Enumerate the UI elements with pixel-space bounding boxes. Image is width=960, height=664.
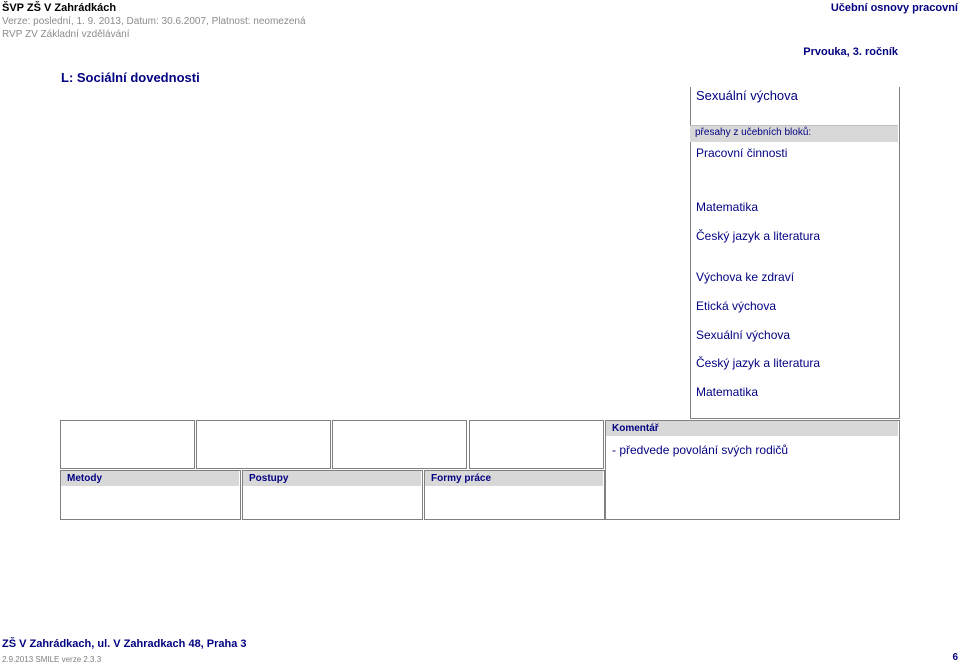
work-forms-label-bar — [425, 471, 603, 486]
methods-label: Metody — [67, 473, 102, 484]
comment-label: Komentář — [612, 423, 659, 434]
crossover-main: Pracovní činnosti — [696, 146, 788, 160]
crossover-bar — [690, 125, 898, 142]
empty-cell — [196, 420, 331, 469]
subject-item: Český jazyk a literatura — [696, 229, 821, 243]
methods-label-bar — [61, 471, 239, 486]
version-line: Verze: poslední, 1. 9. 2013, Datum: 30.6.2007, Platnost: neomezená — [2, 16, 306, 27]
section-title: L: Sociální dovednosti — [61, 70, 200, 85]
top-subject: Sexuální výchova — [696, 88, 798, 103]
page-number: 6 — [952, 652, 958, 663]
comment-text: - předvede povolání svých rodičů — [612, 443, 789, 457]
comment-label-bar — [606, 421, 898, 436]
work-forms-label: Formy práce — [431, 473, 492, 484]
footer-address: ZŠ V Zahrádkach, ul. V Zahradkach 48, Praha 3 — [2, 638, 247, 650]
procedures-label: Postupy — [249, 473, 289, 484]
grade-label: Prvouka, 3. ročník — [803, 46, 898, 58]
subject-item: Sexuální výchova — [696, 328, 791, 342]
framework-name: RVP ZV Základní vzdělávání — [2, 29, 130, 40]
crossover-label: přesahy z učebních bloků: — [695, 127, 812, 138]
empty-cell — [469, 420, 604, 469]
footer-software: 2.9.2013 SMILE verze 2.3.3 — [2, 655, 102, 664]
subject-item: Český jazyk a literatura — [696, 356, 821, 370]
empty-cell — [60, 420, 195, 469]
subject-item: Matematika — [696, 200, 759, 214]
procedures-label-bar — [243, 471, 421, 486]
subject-item: Etická výchova — [696, 299, 777, 313]
subject-item: Výchova ke zdraví — [696, 270, 795, 284]
empty-cell — [332, 420, 467, 469]
page-header — [2, 2, 306, 41]
school-name: ŠVP ZŠ V Zahrádkách — [2, 2, 117, 14]
subject-item: Matematika — [696, 385, 759, 399]
document-type: Učební osnovy pracovní — [830, 2, 958, 14]
